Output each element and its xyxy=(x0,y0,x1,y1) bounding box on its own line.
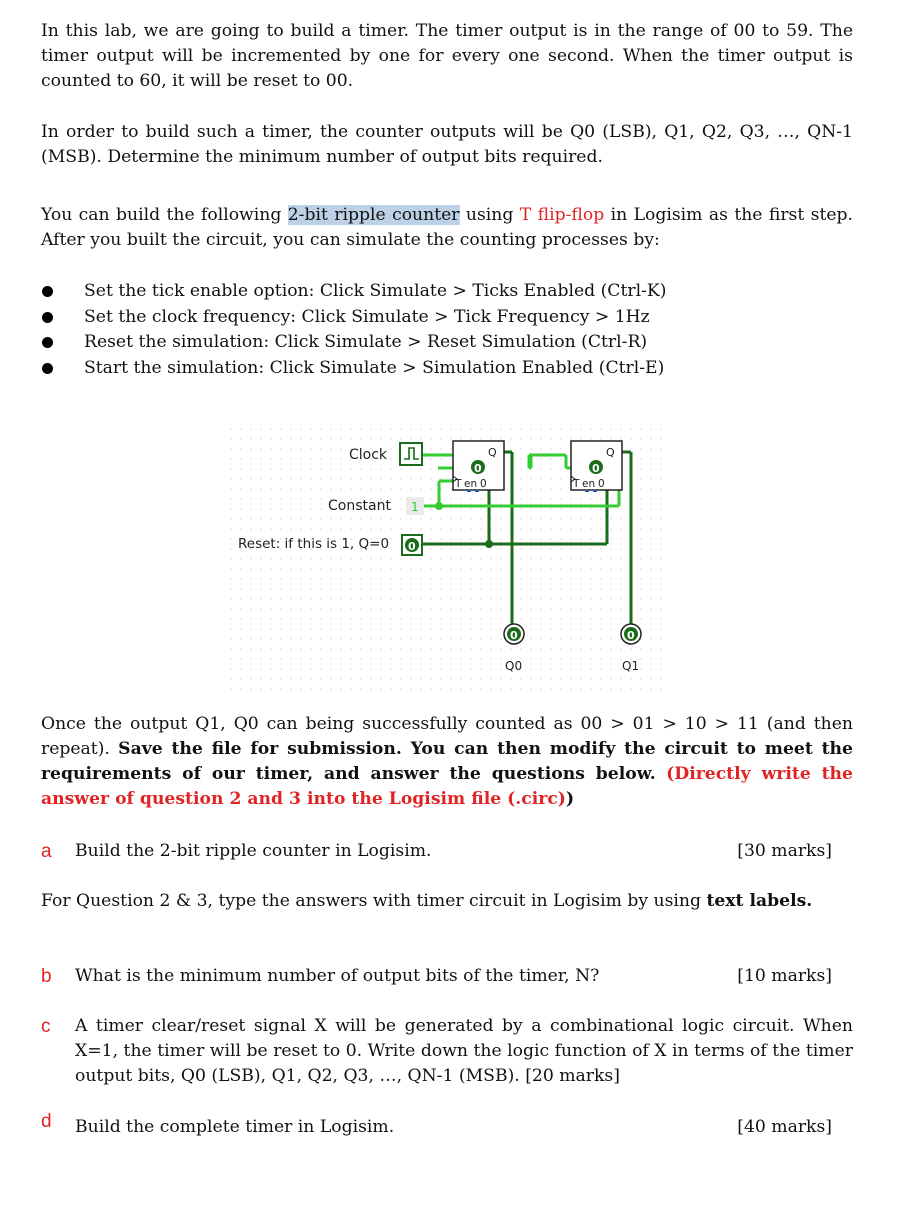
p4-bold-text: Save the file for submission. You can then modify the circuit to meet the requirements of our timer, and answer the questions below. xyxy=(41,739,853,784)
intro-paragraph-2: In order to build such a timer, the counter outputs will be Q0 (LSB), Q1, Q2, Q3, …, QN-1 (MSB). Determine the minimum number of output bits required. xyxy=(41,122,853,167)
clock-label: Clock xyxy=(349,447,388,463)
clock-component[interactable] xyxy=(400,443,422,465)
q0-value: 0 xyxy=(510,629,518,642)
p4-text: Once the output Q1, Q0 can being successfully counted as 00 > 01 > 10 > 11 (and then repeat). xyxy=(41,714,853,759)
question-text: Build the 2-bit ripple counter in Logisim. xyxy=(75,841,432,861)
note-text: For Question 2 & 3, type the answers with timer circuit in Logisim by using xyxy=(41,891,707,911)
highlighted-ripple-counter: 2-bit ripple counter xyxy=(287,205,460,225)
step-text: Reset the simulation: Click Simulate > Reset Simulation (Ctrl-R) xyxy=(84,332,648,352)
list-item xyxy=(41,279,666,305)
bullet-icon xyxy=(42,337,53,348)
simulation-steps-list xyxy=(41,279,666,381)
text-label-note xyxy=(41,889,853,914)
ff0-state: 0 xyxy=(474,462,482,475)
step-text: Set the clock frequency: Click Simulate > Tick Frequency > 1Hz xyxy=(84,306,650,327)
q1-label: Q1 xyxy=(622,659,640,673)
t-flip-flop-0[interactable] xyxy=(453,441,504,491)
ff0-en-label: en xyxy=(464,478,478,490)
intro-p3-start: You can build the following xyxy=(41,205,288,225)
ff1-t-label: T xyxy=(573,478,580,490)
ff0-reset-pin: 0 xyxy=(480,478,487,490)
ff1-output-label: Q xyxy=(606,446,615,459)
ff0-output-label: Q xyxy=(488,446,497,459)
intro-p3-end: in Logisim as the first step. After you built the circuit, you can simulate the counting processes by: xyxy=(41,205,854,250)
question-text: Build the complete timer in Logisim. xyxy=(75,1117,395,1137)
t-flip-flop-term: T flip-flop xyxy=(519,205,605,225)
after-circuit-paragraph xyxy=(41,712,853,812)
bullet-icon xyxy=(42,286,53,297)
q0-label: Q0 xyxy=(505,659,523,673)
junction-dot xyxy=(485,540,493,548)
reset-value: 0 xyxy=(408,540,416,553)
intro-paragraph-3 xyxy=(41,203,853,253)
list-item xyxy=(41,305,666,331)
ff0-t-label: T xyxy=(455,478,462,490)
question-text: What is the minimum number of output bits of the timer, N? xyxy=(75,966,600,986)
note-bold: text labels. xyxy=(706,891,813,911)
question-text: A timer clear/reset signal X will be generated by a combinational logic circuit. When X=1, the timer will be reset to 0. Write down the logic function of X in terms of the timer output bits, Q0 (LSB), Q1, Q2, Q3, …, QN-1 (MSB). [20 marks] xyxy=(75,1016,853,1086)
ff1-state: 0 xyxy=(592,462,600,475)
junction-dot xyxy=(435,502,443,510)
step-text: Start the simulation: Click Simulate > Simulation Enabled (Ctrl-E) xyxy=(84,357,665,378)
question-letter: b xyxy=(41,966,52,987)
intro-paragraph-1: In this lab, we are going to build a timer. The timer output is in the range of 00 to 59. The timer output will be incremented by one for every one second. When the timer output is counted to 60, it will be reset to 00. xyxy=(41,21,853,91)
output-pin-q1[interactable] xyxy=(621,624,641,644)
ripple-counter-circuit xyxy=(226,424,666,694)
question-marks: [40 marks] xyxy=(737,1117,832,1137)
intro-p3-using: using xyxy=(459,205,520,225)
q1-value: 0 xyxy=(627,629,635,642)
p4-red-text: (Directly write the answer of question 2 and 3 into the Logisim file (.circ) xyxy=(41,764,853,809)
question-letter: c xyxy=(41,1016,51,1037)
question-letter: d xyxy=(41,1111,52,1132)
step-text: Set the tick enable option: Click Simulate > Ticks Enabled (Ctrl-K) xyxy=(84,281,667,301)
ff1-en-label: en xyxy=(582,478,596,490)
list-item xyxy=(41,356,666,382)
bullet-icon xyxy=(42,363,53,374)
bullet-icon xyxy=(42,312,53,323)
output-pin-q0[interactable] xyxy=(504,624,524,644)
question-marks: [10 marks] xyxy=(737,966,832,986)
reset-label: Reset: if this is 1, Q=0 xyxy=(238,536,390,552)
list-item xyxy=(41,330,666,356)
p4-close: ) xyxy=(565,789,575,809)
question-letter: a xyxy=(41,841,52,862)
question-marks: [30 marks] xyxy=(737,841,832,861)
constant-value: 1 xyxy=(411,500,419,514)
t-flip-flop-1[interactable] xyxy=(571,441,622,491)
constant-label: Constant xyxy=(328,498,391,514)
ff1-reset-pin: 0 xyxy=(598,478,605,490)
